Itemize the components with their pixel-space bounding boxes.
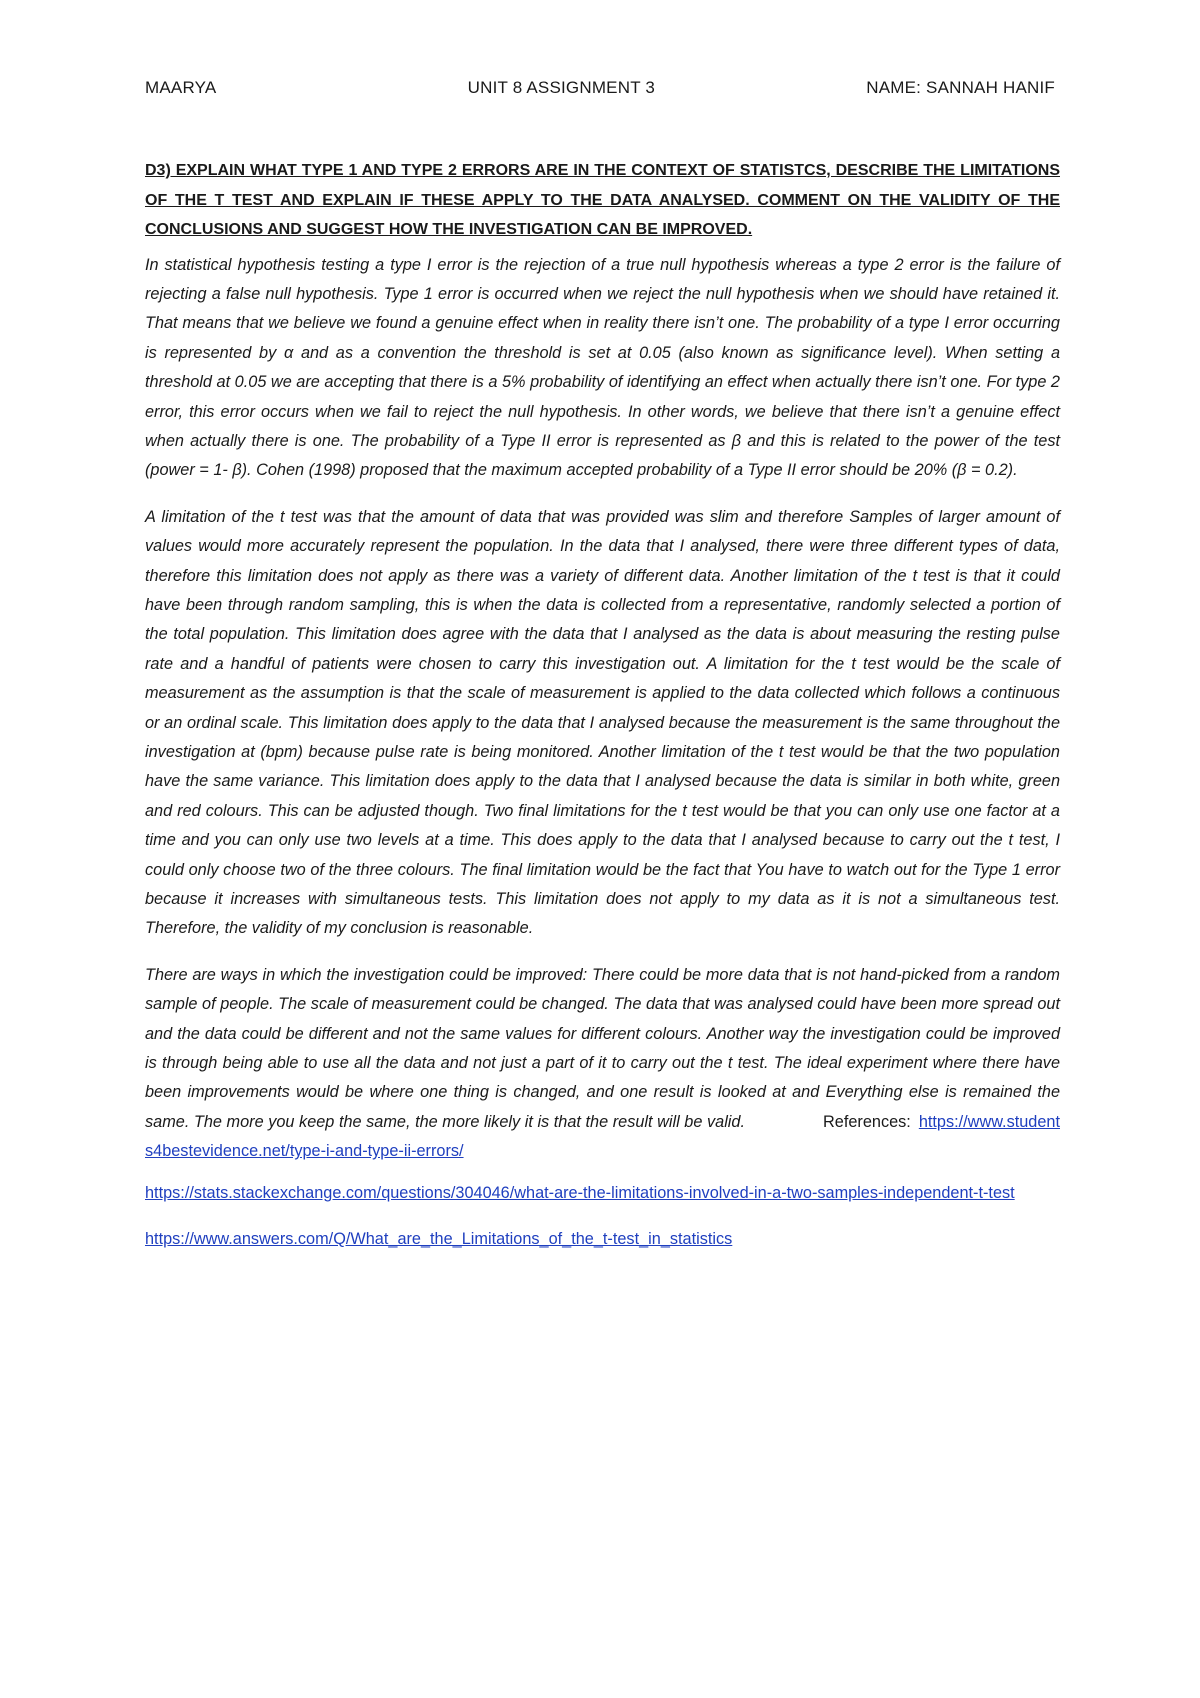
page-header	[145, 78, 1060, 98]
paragraph-limitations: A limitation of the t test was that the amount of data that was provided was slim and therefore Samples of larger amount of values would more accurately represent the population. In the data that I analysed, there were three different types of data, therefore this limitation does not apply as there was a variety of different data. Another limitation of the t test is that it could have been through random sampling, this is when the data is collected from a representative, randomly selected a portion of the total population. This limitation does agree with the data that I analysed as the data is about measuring the resting pulse rate and a handful of patients were chosen to carry this investigation out. A limitation for the t test would be the scale of measurement as the assumption is that the scale of measurement is applied to the data collected which follows a continuous or an ordinal scale. This limitation does apply to the data that I analysed because the measurement is the same throughout the investigation at (bpm) because pulse rate is being monitored. Another limitation of the t test would be that the two population have the same variance. This limitation does apply to the data that I analysed because the data is similar in both white, green and red colours. This can be adjusted though. Two final limitations for the t test would be that you can only use one factor at a time and you can only use two levels at a time. This does apply to the data that I analysed because to carry out the t test, I could only choose two of the three colours. The final limitation would be the fact that You have to watch out for the Type 1 error because it increases with simultaneous tests. This limitation does not apply to my data as it is not a simultaneous test. Therefore, the validity of my conclusion is reasonable.	[145, 507, 1060, 938]
reference-link-2[interactable]: https://stats.stackexchange.com/questions/304046/what-are-the-limitations-involved-in-a-two-samples-independent-t-test	[145, 1183, 1015, 1202]
header-left: MAARYA	[145, 78, 217, 97]
header-right: NAME: SANNAH HANIF	[866, 78, 1055, 97]
header-center: UNIT 8 ASSIGNMENT 3	[467, 78, 656, 97]
question-title: D3) EXPLAIN WHAT TYPE 1 AND TYPE 2 ERRORS ARE IN THE CONTEXT OF STATISTCS, DESCRIBE THE LIMITATIONS OF THE T TEST AND EXPLAIN IF THESE APPLY TO THE DATA ANALYSED. COMMENT ON THE VALIDITY OF THE CONCLUSIONS AND SUGGEST HOW THE INVESTIGATION CAN BE IMPROVED.	[145, 162, 1060, 238]
reference-link-3[interactable]: https://www.answers.com/Q/What_are_the_Limitations_of_the_t-test_in_statistics	[145, 1230, 733, 1249]
reference-link-1[interactable]: https://www.students4bestevidence.net/type-i-and-type-ii-errors/	[145, 1112, 1060, 1161]
paragraph-improvements	[145, 961, 1060, 1167]
reference-item-3	[145, 1225, 1060, 1254]
paragraph-type-errors: In statistical hypothesis testing a type I error is the rejection of a true null hypothesis whereas a type 2 error is the failure of rejecting a false null hypothesis. Type 1 error is occurred when we reject the null hypothesis when we should have retained it. That means that we believe we found a genuine effect when in reality there isn’t one. The probability of a type I error occurring is represented by α and as a convention the threshold is set at 0.05 (also known as significance level). When setting a threshold at 0.05 we are accepting that there is a 5% probability of identifying an effect when actually there isn’t one. For type 2 error, this error occurs when we fail to reject the null hypothesis. In other words, we believe that there isn’t a genuine effect when actually there is one. The probability of a Type II error is represented as β and this is related to the power of the test (power = 1- β). Cohen (1998) proposed that the maximum accepted probability of a Type II error should be 20% (β = 0.2).	[145, 255, 1060, 480]
reference-item-2	[145, 1179, 1060, 1208]
paragraph-improvements-text: There are ways in which the investigation could be improved: There could be more data that is not hand-picked from a random sample of people. The scale of measurement could be changed. The data that was analysed could have been more spread out and the data could be different and not the same values for different colours. Another way the investigation could be improved is through being able to use all the data and not just a part of it to carry out the t test. The ideal experiment where there have been improvements would be where one thing is changed, and one result is looked at and Everything else is remained the same. The more you keep the same, the more likely it is that the result will be valid.	[145, 965, 1060, 1131]
references-label: References:	[823, 1112, 911, 1131]
